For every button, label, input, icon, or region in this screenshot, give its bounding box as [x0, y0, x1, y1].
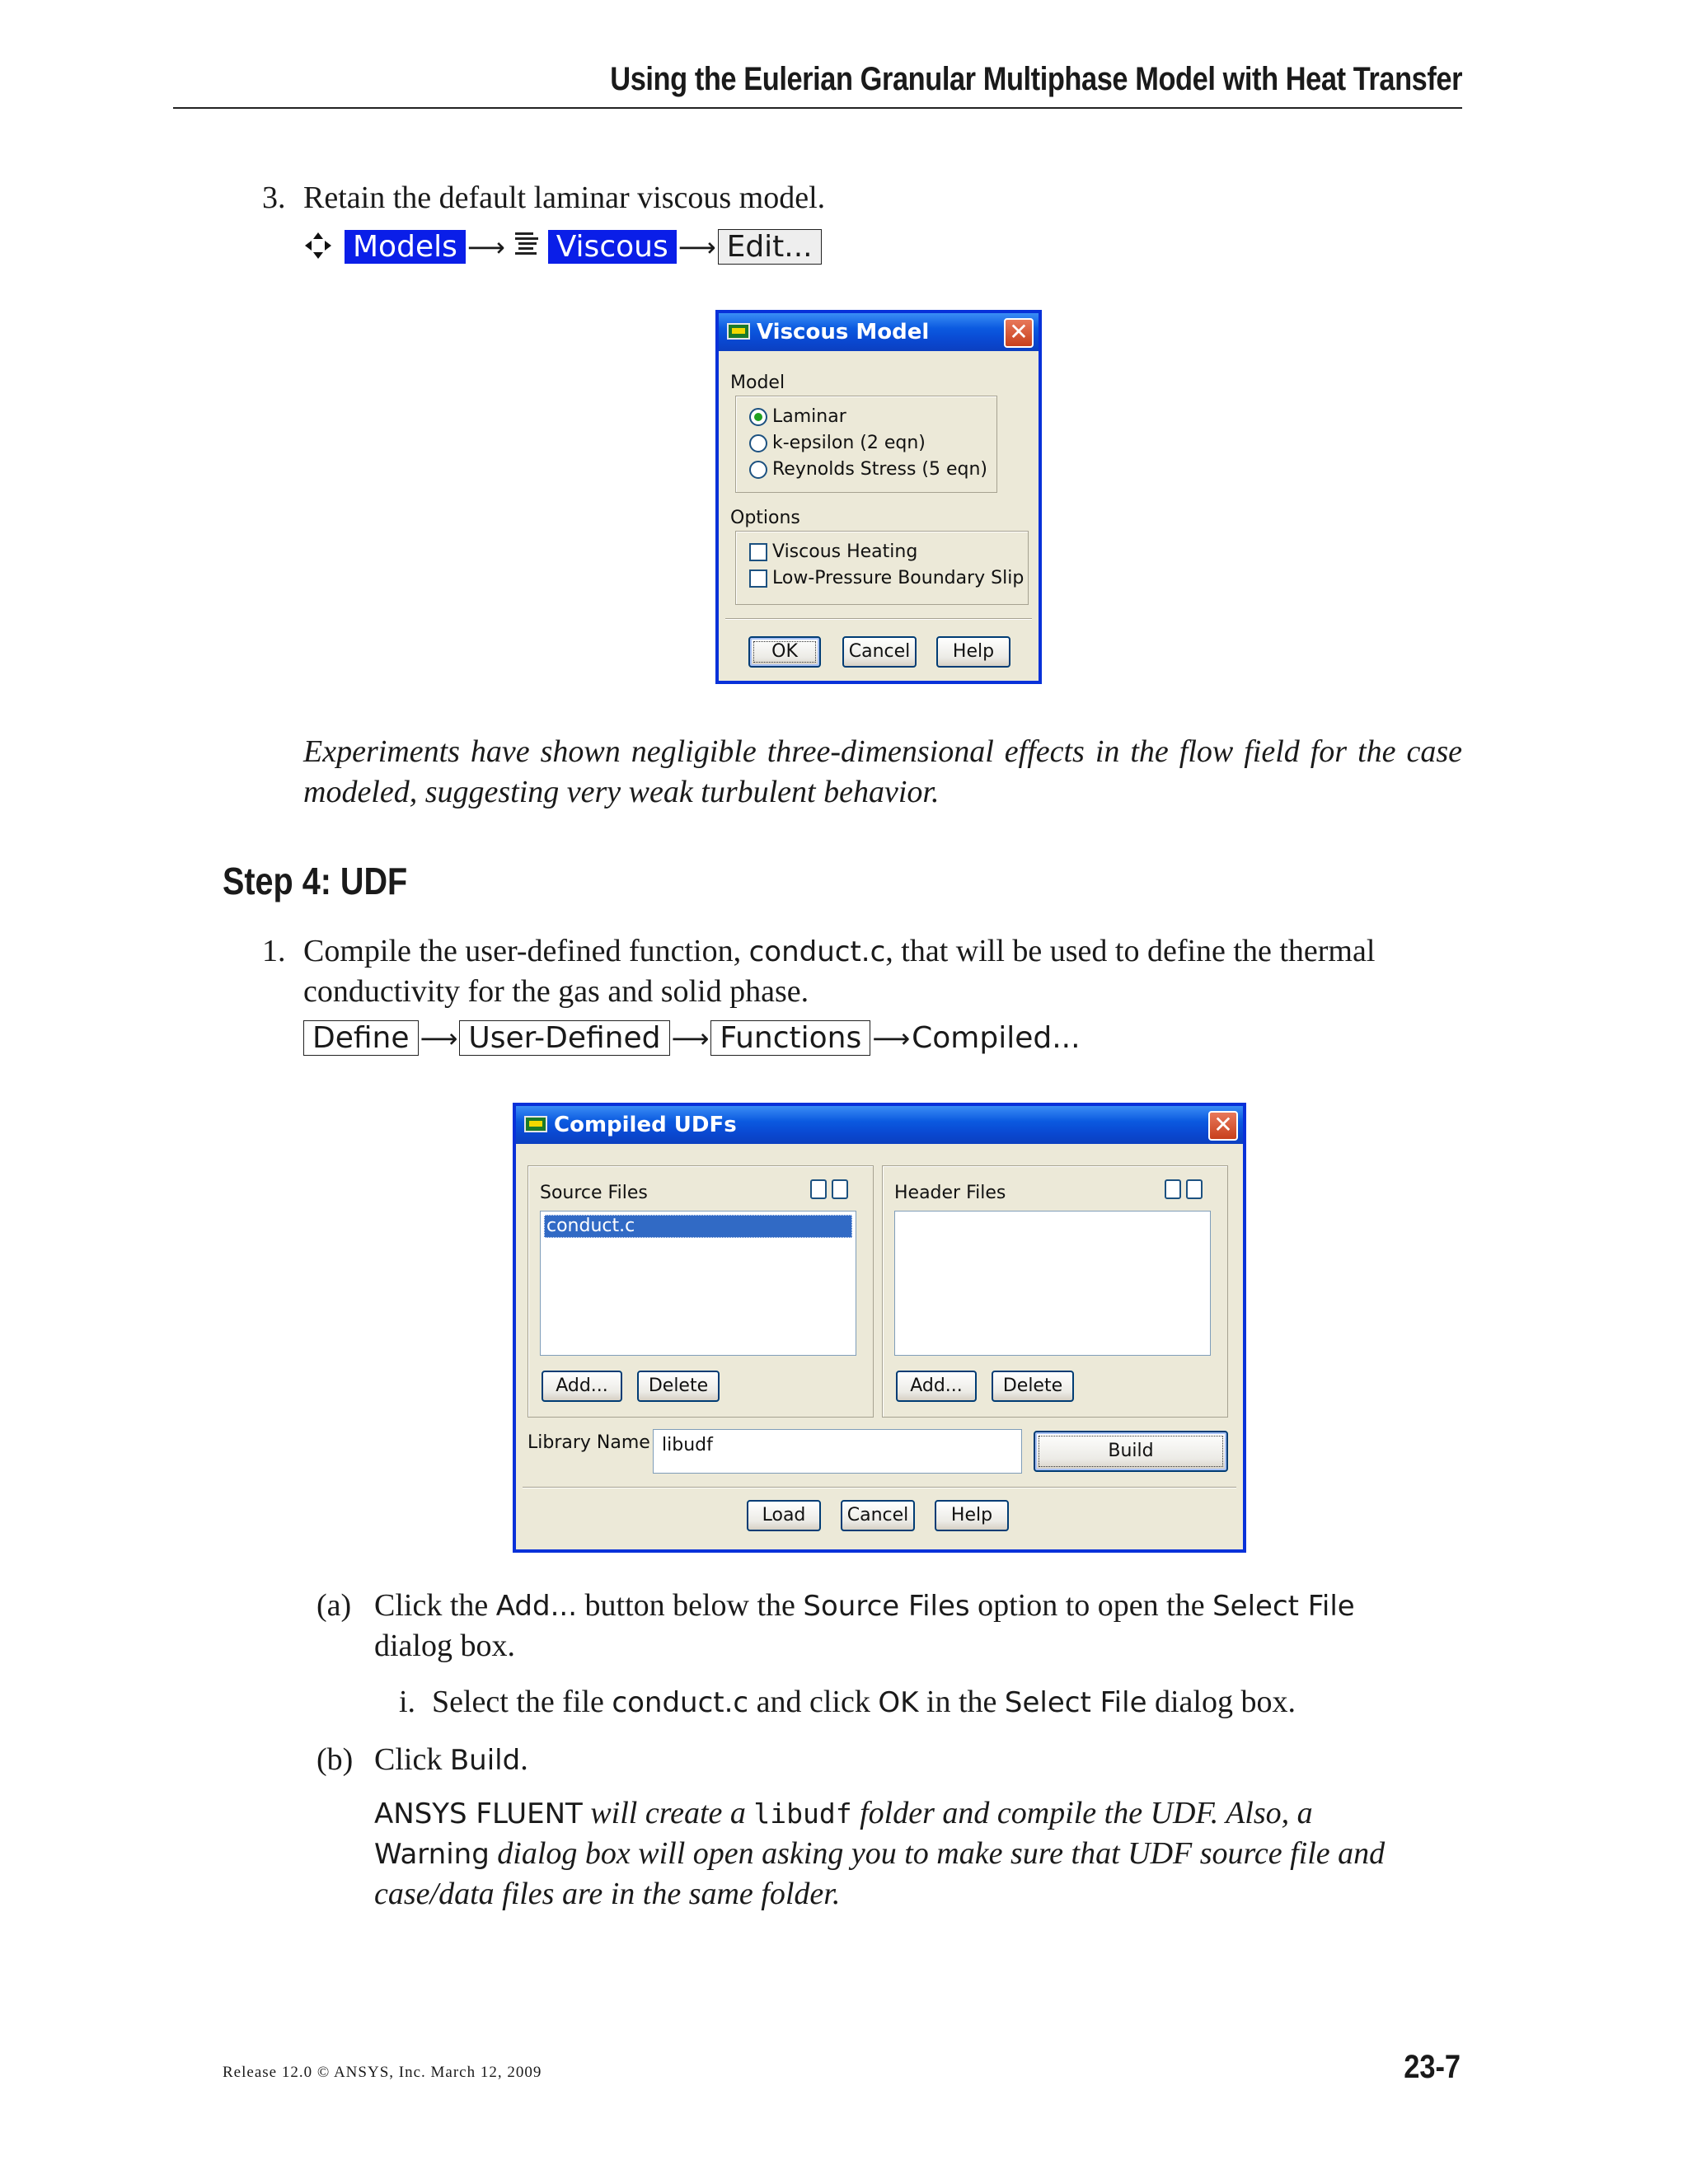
text: , that will be used to define the thermal — [885, 934, 1376, 968]
fluent-app-icon — [524, 1116, 547, 1132]
step3-menu-path — [303, 227, 822, 269]
filename: conduct.c — [748, 935, 886, 968]
menu-user-defined[interactable]: User-Defined — [459, 1020, 669, 1056]
model-option-label: Laminar — [772, 406, 846, 427]
substep-b-line — [374, 1740, 528, 1781]
header-add-button[interactable]: Add... — [896, 1371, 977, 1402]
model-group-label: Model — [730, 373, 785, 393]
deselect-all-button[interactable] — [1186, 1179, 1203, 1199]
text: dialog box will open asking you to make sure that UDF source file and — [489, 1836, 1386, 1871]
gui-term: Select File — [1212, 1590, 1355, 1623]
gui-term: OK — [878, 1686, 919, 1719]
gui-term: Add... — [495, 1590, 578, 1623]
text: in the — [918, 1685, 1005, 1719]
checkbox-low-pressure-slip[interactable] — [749, 569, 767, 588]
source-files-group — [528, 1165, 874, 1418]
option-label: Viscous Heating — [772, 541, 918, 562]
help-button[interactable]: Help — [936, 636, 1010, 668]
substep-ai-line — [432, 1682, 1296, 1723]
close-button[interactable] — [1004, 318, 1034, 348]
text: folder and compile the UDF. Also, a — [851, 1796, 1313, 1830]
text: and click — [748, 1685, 879, 1719]
gui-term: ANSYS FLUENT — [374, 1797, 583, 1830]
menu-define[interactable]: Define — [303, 1020, 419, 1056]
substep-b-note-line1 — [374, 1793, 1313, 1835]
select-all-button[interactable] — [1165, 1179, 1181, 1199]
text: . — [520, 1742, 528, 1777]
header-delete-button[interactable]: Delete — [992, 1371, 1074, 1402]
deselect-all-button[interactable] — [832, 1179, 848, 1199]
options-group-label: Options — [730, 508, 800, 528]
step3-text: Retain the default laminar viscous model. — [303, 180, 826, 215]
text: Compile the user-defined function, — [303, 934, 749, 968]
substep-b-note-line3: case/data files are in the same folder. — [374, 1877, 841, 1911]
library-name-input[interactable]: libudf — [653, 1429, 1022, 1474]
dialog-titlebar[interactable] — [516, 1106, 1243, 1144]
page-number: 23-7 — [1404, 2049, 1461, 2085]
menu-models[interactable]: Models — [345, 230, 466, 264]
menu-arrow: ⟶ — [420, 1023, 458, 1054]
menu-viscous[interactable]: Viscous — [548, 230, 677, 264]
close-icon: ✕ — [1213, 1111, 1233, 1138]
ok-button[interactable]: OK — [748, 636, 821, 668]
menu-arrow: ⟶ — [671, 1023, 710, 1054]
dialog-titlebar[interactable] — [719, 313, 1039, 351]
menu-compiled[interactable]: Compiled... — [912, 1021, 1081, 1055]
header-files-label: Header Files — [894, 1183, 1006, 1203]
dialog-title: Viscous Model — [757, 320, 930, 344]
compiled-udfs-dialog — [513, 1103, 1246, 1553]
gui-term: Build — [449, 1744, 521, 1777]
close-button[interactable] — [1208, 1111, 1238, 1141]
substep-a-line2: dialog box. — [374, 1629, 515, 1663]
substep-b-marker: (b) — [316, 1742, 354, 1777]
substep-a-line1 — [374, 1586, 1355, 1627]
model-option-label: Reynolds Stress (5 eqn) — [772, 459, 987, 480]
code-term: libudf — [753, 1797, 852, 1830]
close-icon: ✕ — [1009, 318, 1029, 345]
menu-arrow: ⟶ — [467, 232, 505, 263]
source-files-list[interactable] — [540, 1211, 856, 1356]
step4-menu-path — [303, 1019, 1081, 1060]
viscous-model-dialog — [715, 310, 1042, 684]
header-rule — [173, 107, 1462, 109]
text: will create a — [582, 1796, 754, 1830]
header-files-list[interactable] — [894, 1211, 1211, 1356]
gui-term: Warning — [374, 1838, 490, 1871]
gui-term: Select File — [1004, 1686, 1147, 1719]
running-header: Using the Eulerian Granular Multiphase Model with Heat Transfer — [610, 61, 1462, 97]
help-button[interactable]: Help — [935, 1500, 1009, 1531]
list-icon — [513, 231, 540, 275]
model-group — [735, 396, 997, 493]
menu-arrow: ⟶ — [678, 232, 716, 263]
build-button[interactable]: Build — [1034, 1431, 1228, 1472]
list-item[interactable]: conduct.c — [544, 1215, 852, 1238]
radio-k-epsilon[interactable] — [749, 434, 767, 452]
source-add-button[interactable]: Add... — [542, 1371, 622, 1402]
text: dialog box. — [1146, 1685, 1296, 1719]
text: Select the file — [432, 1685, 612, 1719]
experiments-note: Experiments have shown negligible three-dimensional effects in the flow field for the case modeled, suggesting very weak turbulent behavior. — [303, 734, 1462, 809]
radio-laminar[interactable] — [749, 408, 767, 426]
fluent-app-icon — [727, 323, 750, 340]
text: Click — [374, 1742, 450, 1777]
separator — [523, 1487, 1236, 1488]
checkbox-viscous-heating[interactable] — [749, 543, 767, 561]
model-option-label: k-epsilon (2 eqn) — [772, 433, 926, 453]
substep-a-marker: (a) — [316, 1588, 352, 1623]
gui-term: Source Files — [803, 1590, 970, 1623]
menu-arrow: ⟶ — [872, 1023, 911, 1054]
models-tree-icon — [303, 231, 333, 277]
menu-functions[interactable]: Functions — [710, 1020, 870, 1056]
options-group — [735, 531, 1029, 605]
text: button below the — [577, 1588, 804, 1623]
radio-reynolds-stress[interactable] — [749, 461, 767, 479]
load-button[interactable]: Load — [747, 1500, 821, 1531]
separator — [725, 618, 1032, 619]
cancel-button[interactable]: Cancel — [841, 1500, 915, 1531]
edit-button[interactable]: Edit... — [718, 229, 822, 265]
library-name-label: Library Name — [528, 1432, 650, 1453]
text: Click the — [374, 1588, 496, 1623]
step4-heading: Step 4: UDF — [223, 860, 408, 902]
dialog-title: Compiled UDFs — [554, 1113, 737, 1137]
substep-ai-marker: i. — [399, 1685, 416, 1719]
step4-item1-number: 1. — [262, 934, 286, 968]
step4-item1-line2: conductivity for the gas and solid phase. — [303, 974, 809, 1009]
step3-number: 3. — [262, 180, 286, 215]
header-files-group — [882, 1165, 1228, 1418]
select-all-button[interactable] — [810, 1179, 827, 1199]
step4-item1-line1 — [303, 931, 1375, 972]
gui-term: conduct.c — [612, 1686, 749, 1719]
option-label: Low-Pressure Boundary Slip — [772, 568, 1025, 588]
substep-b-note-line2 — [374, 1834, 1385, 1875]
text: option to open the — [969, 1588, 1213, 1623]
source-files-label: Source Files — [540, 1183, 648, 1203]
footer-release: Release 12.0 © ANSYS, Inc. March 12, 2009 — [223, 2064, 542, 2081]
cancel-button[interactable]: Cancel — [842, 636, 917, 668]
source-delete-button[interactable]: Delete — [637, 1371, 720, 1402]
